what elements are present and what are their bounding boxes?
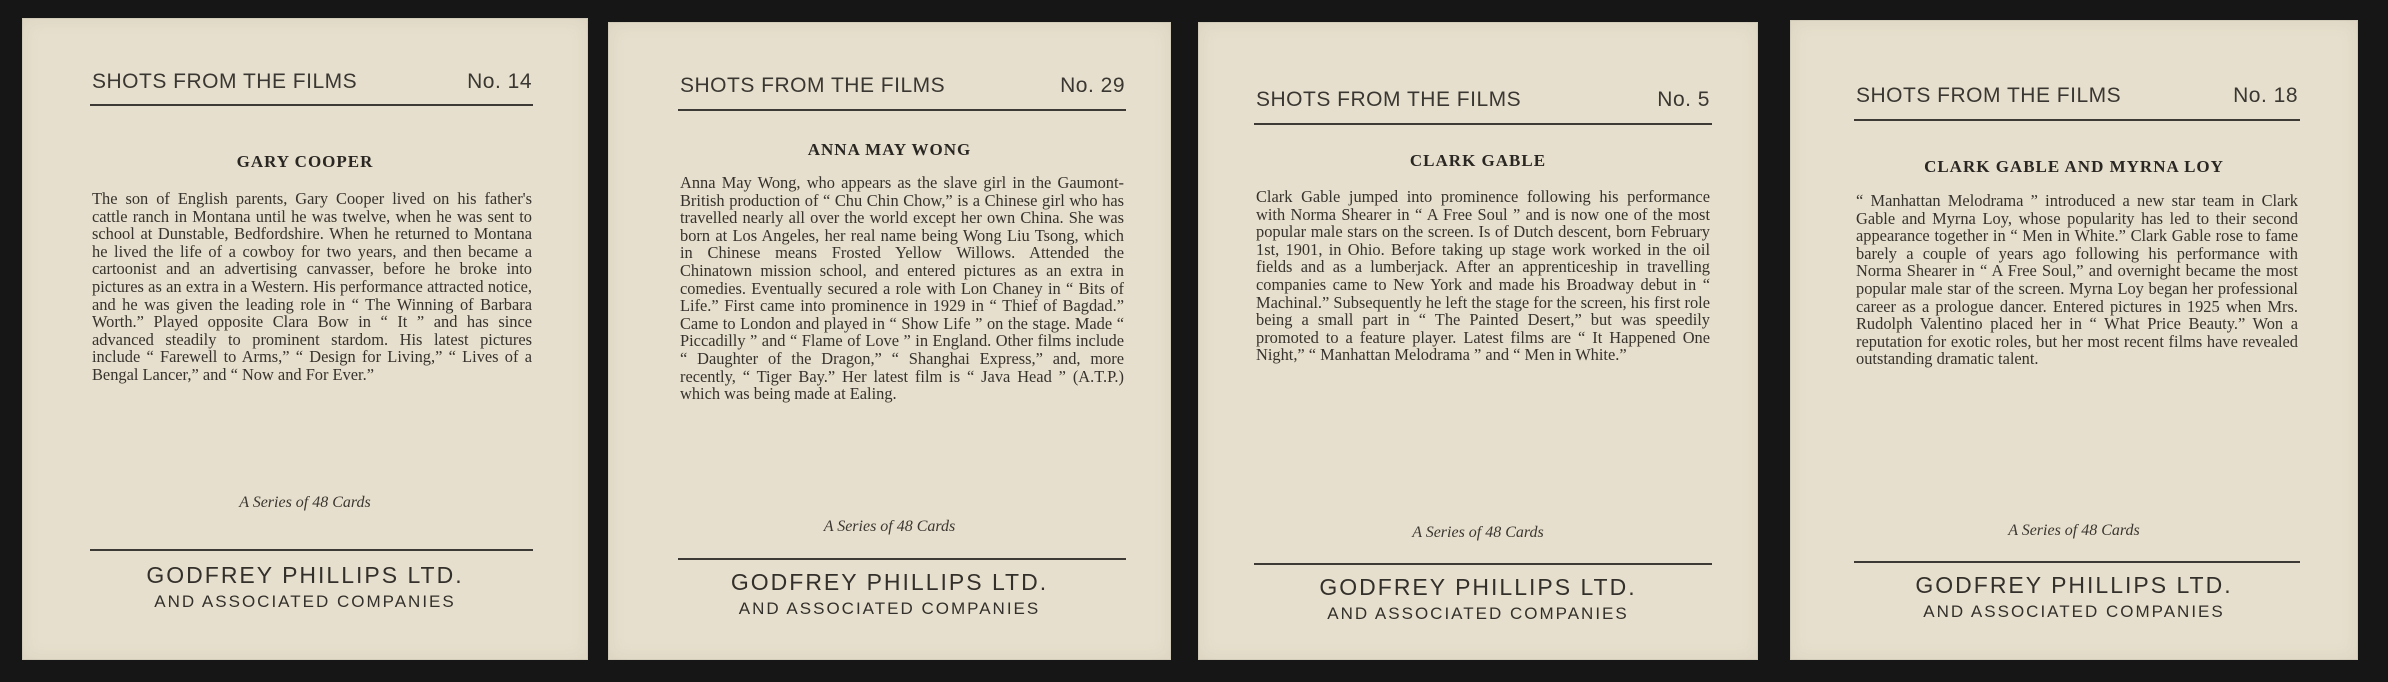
header-rule	[90, 104, 533, 106]
card-number: No. 29	[1060, 74, 1125, 97]
header-rule	[1254, 123, 1712, 125]
card-number: No. 14	[467, 70, 532, 93]
card-anna-may-wong	[608, 22, 1171, 660]
footer-rule	[90, 549, 533, 551]
card-bio: Anna May Wong, who appears as the slave girl in the Gaumont-British production of “ Chu Chin Chow,” is a Chinese girl who has travelled nearly all over the world except her own China. She was born at Los Angeles, her real name being Wong Liu Tsong, which in Chinese means Frosted Yellow Willows. Attended the Chinatown mission school, and entered pictures as an extra in comedies. Eventually secured a role with Lon Chaney in “ Bits of Life.” First came into prominence in 1929 in “ Thief of Bagdad.” Came to London and played in “ Show Life ” on the stage. Made “ Piccadilly ” and “ Flame of Love ” in England. Other films include “ Daughter of the Dragon,” “ Shanghai Express,” and, more recently, “ Tiger Bay.” Her latest film is “ Java Head ” (A.T.P.) which was being made at Ealing.	[680, 173, 1124, 404]
footer-rule	[1254, 563, 1712, 565]
card-name: CLARK GABLE	[1409, 151, 1547, 170]
card-gary-cooper	[22, 18, 588, 660]
series-title: SHOTS FROM THE FILMS	[680, 74, 946, 97]
series-note: A Series of 48 Cards	[2008, 522, 2140, 539]
company-name: GODFREY PHILLIPS LTD.	[730, 569, 1049, 595]
card-header	[22, 70, 588, 94]
series-note: A Series of 48 Cards	[823, 518, 956, 535]
card-clark-gable-and-myrna-loy	[1790, 20, 2358, 660]
card-bio: “ Manhattan Melodrama ” introduced a new star team in Clark Gable and Myrna Loy, whose popularity has led to their second appearance together in “ Men in White.” Clark Gable rose to fame barely a couple of years ago following his performance with Norma Shearer in “ A Free Soul,” and overnight became the most popular male star of the screen. Myrna Loy began her professional career as a prologue dancer. Entered pictures in 1925 when Mrs. Rudolph Valentino placed her in “ What Price Beauty.” Won a reputation for exotic roles, but her most recent films have revealed outstanding dramatic talent.	[1856, 191, 2298, 369]
card-number: No. 18	[2233, 84, 2298, 107]
card-name: ANNA MAY WONG	[807, 140, 972, 159]
card-header	[1790, 84, 2358, 108]
company-subtitle: AND ASSOCIATED COMPANIES	[154, 592, 456, 611]
series-note: A Series of 48 Cards	[1412, 524, 1544, 541]
company-subtitle: AND ASSOCIATED COMPANIES	[1327, 604, 1629, 623]
card-header	[1198, 88, 1758, 112]
company-name: GODFREY PHILLIPS LTD.	[146, 562, 464, 588]
header-rule	[678, 109, 1126, 111]
card-bio: The son of English parents, Gary Cooper lived on his father's cattle ranch in Montana until he was twelve, when he was sent to school at Dunstable, Bedfordshire. When he returned to Montana he lived the life of a cowboy for two years, and then became a cartoonist and an advertising canvasser, before he broke into pictures as an extra in a Western. His performance attracted notice, and he was given the leading role in “ The Winning of Barbara Worth.” Played opposite Clara Bow in “ It ” and has since advanced steadily to prominent stardom. His latest pictures include “ Farewell to Arms,” “ Design for Living,” “ Lives of a Bengal Lancer,” and “ Now and For Ever.”	[92, 189, 532, 384]
footer-rule	[678, 558, 1126, 560]
series-note: A Series of 48 Cards	[239, 494, 371, 511]
header-rule	[1854, 119, 2300, 121]
series-title: SHOTS FROM THE FILMS	[92, 70, 358, 93]
card-name: GARY COOPER	[236, 152, 374, 171]
company-name: GODFREY PHILLIPS LTD.	[1319, 574, 1637, 600]
footer-rule	[1854, 561, 2300, 563]
company-subtitle: AND ASSOCIATED COMPANIES	[738, 599, 1041, 618]
company-subtitle: AND ASSOCIATED COMPANIES	[1923, 602, 2225, 621]
card-bio: Clark Gable jumped into prominence following his performance with Norma Shearer in “ A Free Soul ” and is now one of the most popular male stars on the screen. Is of Dutch descent, born February 1st, 1901, in Ohio. Before taking up stage work worked in the oil fields and as a lumberjack. After an apprenticeship in travelling companies came to New York and made his Broadway debut in “ Machinal.” Subsequently he left the stage for the screen, his first role being a small part in “ The Painted Desert,” but was speedily promoted to a feature player. Latest films are “ It Happened One Night,” “ Manhattan Melodrama ” and “ Men in White.”	[1256, 187, 1710, 365]
card-name: CLARK GABLE AND MYRNA LOY	[1924, 157, 2224, 176]
series-title: SHOTS FROM THE FILMS	[1256, 88, 1522, 111]
card-header	[608, 74, 1171, 98]
card-clark-gable	[1198, 22, 1758, 660]
series-title: SHOTS FROM THE FILMS	[1856, 84, 2122, 107]
company-name: GODFREY PHILLIPS LTD.	[1915, 572, 2233, 598]
card-number: No. 5	[1657, 88, 1710, 111]
